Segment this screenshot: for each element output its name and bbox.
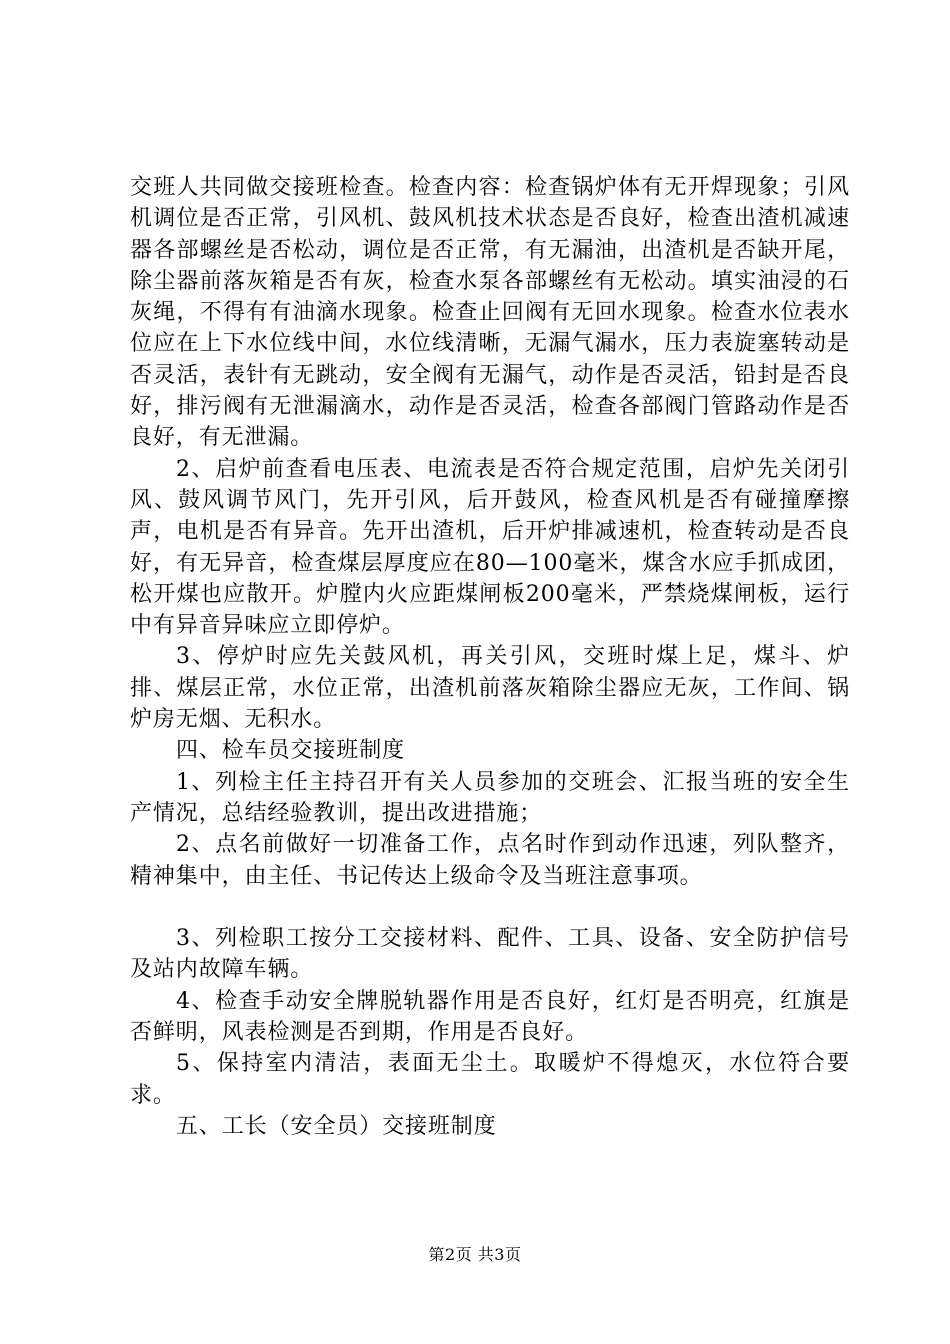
page-footer: 第2页 共3页 [428,1245,522,1264]
paragraph-item-3: 3、停炉时应先关鼓风机，再关引风，交班时煤上足，煤斗、炉排、煤层正常，水位正常，出渣机前落灰箱除尘器应无灰，工作间、锅炉房无烟、无积水。 [130,644,850,733]
paragraph-section4-item-5: 5、保持室内清洁，表面无尘土。取暖炉不得熄灭，水位符合要求。 [130,1051,850,1108]
paragraph-section4-item-2: 2、点名前做好一切准备工作，点名时作到动作迅速，列队整齐，精神集中，由主任、书记传达上级命令及当班注意事项。 [130,832,850,889]
paragraph-item-2: 2、启炉前查看电压表、电流表是否符合规定范围，启炉先关闭引风、鼓风调节风门，先开引风，后开鼓风，检查风机是否有碰撞摩擦声，电机是否有异音。先开出渣机，后开炉排减速机，检查转动是否良好，有无异音，检查煤层厚度应在80—100毫米，煤含水应手抓成团，松开煤也应散开。炉膛内火应距煤闸板200毫米，严禁烧煤闸板，运行中有异音异味应立即停炉。 [130,456,850,639]
paragraph-continuation: 交班人共同做交接班检查。检查内容：检查锅炉体有无开焊现象；引风机调位是否正常，引风机、鼓风机技术状态是否良好，检查出渣机减速器各部螺丝是否松动，调位是否正常，有无漏油，出渣机是否缺开尾，除尘器前落灰箱是否有灰，检查水泵各部螺丝有无松动。填实油浸的石灰绳，不得有有油滴水现象。检查止回阀有无回水现象。检查水位表水位应在上下水位线中间，水位线清晰，无漏气漏水，压力表旋塞转动是否灵活，表针有无跳动，安全阀有无漏气，动作是否灵活，铅封是否良好，排污阀有无泄漏滴水，动作是否灵活，检查各部阀门管路动作是否良好，有无泄漏。 [130,175,850,451]
paragraph-section4-item-1: 1、列检主任主持召开有关人员参加的交班会、汇报当班的安全生产情况，总结经验教训，提出改进措施； [130,769,850,826]
paragraph-section4-item-4: 4、检查手动安全牌脱轨器作用是否良好，红灯是否明亮，红旗是否鲜明，风表检测是否到期，作用是否良好。 [130,988,850,1046]
section-heading-4: 四、检车员交接班制度 [176,738,406,764]
paragraph-section4-item-3: 3、列检职工按分工交接材料、配件、工具、设备、安全防护信号及站内故障车辆。 [130,926,850,983]
document-body [130,172,850,1142]
section-heading-5: 五、工长（安全员）交接班制度 [176,1113,497,1139]
blank-line [130,892,850,923]
